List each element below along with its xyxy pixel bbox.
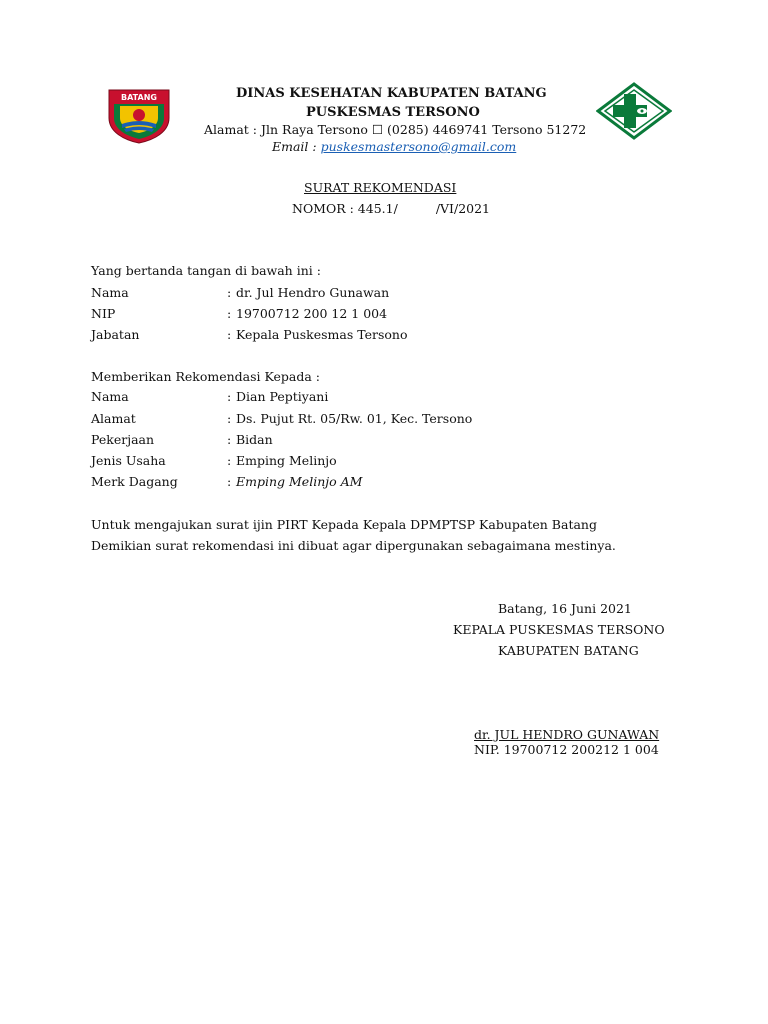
svg-text:BATANG: BATANG — [121, 93, 157, 102]
field-label: Jabatan — [91, 327, 140, 342]
body-line-1: Untuk mengajukan surat ijin PIRT Kepada Kepala DPMPTSP Kabupaten Batang — [91, 517, 597, 532]
field-value: Ds. Pujut Rt. 05/Rw. 01, Kec. Tersono — [236, 411, 473, 426]
field-value: dr. Jul Hendro Gunawan — [236, 285, 390, 300]
signer-position: KEPALA PUSKESMAS TERSONO — [453, 622, 665, 637]
field-colon: : — [227, 411, 232, 426]
body-line-2: Demikian surat rekomendasi ini dibuat agar dipergunakan sebagaimana mestinya. — [91, 538, 616, 553]
signer-nip: NIP. 19700712 200212 1 004 — [474, 742, 659, 757]
letter-number — [292, 201, 490, 216]
field-colon: : — [227, 453, 232, 468]
org-line-2: PUSKESMAS TERSONO — [306, 105, 480, 120]
field-colon: : — [227, 327, 232, 342]
field-colon: : — [227, 474, 232, 489]
field-colon: : — [227, 389, 232, 404]
field-value: 19700712 200 12 1 004 — [236, 306, 388, 321]
field-label: Nama — [91, 285, 129, 300]
org-line-1: DINAS KESEHATAN KABUPATEN BATANG — [236, 86, 547, 101]
field-label: Merk Dagang — [91, 474, 178, 489]
signer-region: KABUPATEN BATANG — [498, 643, 639, 658]
field-label: Jenis Usaha — [91, 453, 166, 468]
field-colon: : — [227, 285, 232, 300]
field-label: Pekerjaan — [91, 432, 155, 447]
email-label: Email : — [272, 139, 317, 154]
place-date: Batang, 16 Juni 2021 — [498, 601, 632, 616]
field-label: NIP — [91, 306, 116, 321]
field-value: Bidan — [236, 432, 273, 447]
email-link[interactable]: puskesmastersono@gmail.com — [320, 139, 517, 154]
letter-title: SURAT REKOMENDASI — [304, 180, 457, 195]
nomor-prefix: NOMOR : 445.1/ — [292, 201, 398, 216]
signer-intro: Yang bertanda tangan di bawah ini : — [91, 263, 321, 278]
signer-name: dr. JUL HENDRO GUNAWAN — [474, 727, 660, 742]
puskesmas-logo — [596, 82, 672, 140]
nomor-suffix: /VI/2021 — [435, 201, 491, 216]
recipient-intro: Memberikan Rekomendasi Kepada : — [91, 369, 321, 384]
field-value: Emping Melinjo — [236, 453, 337, 468]
batang-regency-logo — [106, 88, 172, 144]
field-value: Dian Peptiyani — [236, 389, 329, 404]
address-line: Alamat : Jln Raya Tersono ☐ (0285) 4469741 Tersono 51272 — [204, 122, 587, 137]
field-label: Alamat — [91, 411, 136, 426]
field-colon: : — [227, 432, 232, 447]
field-label: Nama — [91, 389, 129, 404]
field-value: Kepala Puskesmas Tersono — [236, 327, 408, 342]
email-line — [272, 139, 516, 154]
field-colon: : — [227, 306, 232, 321]
field-value: Emping Melinjo AM — [236, 474, 363, 489]
